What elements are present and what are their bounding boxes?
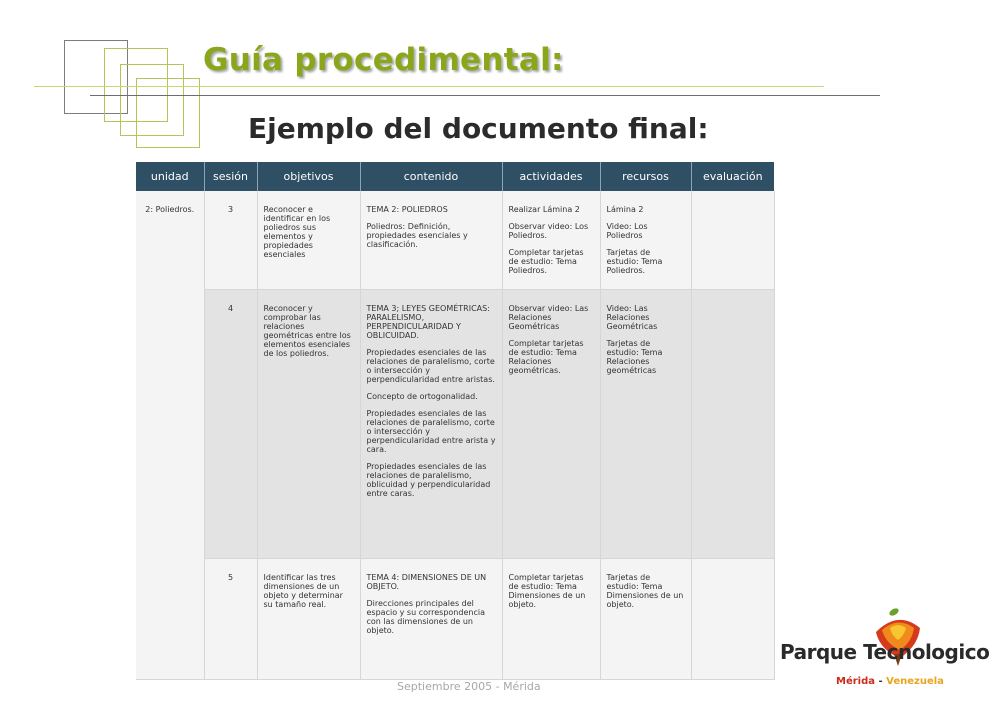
session-cell: 5: [204, 559, 257, 680]
resources-cell: [600, 191, 691, 290]
logo-location: [836, 676, 944, 687]
column-header: unidad: [136, 162, 204, 191]
resources-cell: [600, 559, 691, 680]
resources-cell: [600, 290, 691, 559]
session-cell: 3: [204, 191, 257, 290]
resource-item: Tarjetas de estudio: Tema Poliedros.: [606, 248, 663, 275]
logo-name: Parque Tecnologico: [780, 640, 989, 664]
unit-text: 2: Poliedros.: [145, 205, 195, 214]
objectives-cell: Reconocer y comprobar las relaciones geométricas entre los elementos esenciales de los poliedros.: [257, 290, 360, 559]
content-cell: [360, 290, 502, 559]
evaluation-cell: [691, 559, 774, 680]
column-header: actividades: [502, 162, 600, 191]
content-item: TEMA 3; LEYES GEOMÉTRICAS: PARALELISMO, PERPENDICULARIDAD Y OBLICUIDAD.: [366, 304, 490, 340]
resource-item: Video: Las Relaciones Geométricas: [606, 304, 658, 331]
column-header: evaluación: [691, 162, 774, 191]
content-item: Poliedros: Definición, propiedades esenciales y clasificación.: [366, 222, 468, 249]
activity-item: Observar video: Las Relaciones Geométricas: [508, 304, 589, 331]
column-header: objetivos: [257, 162, 360, 191]
activities-cell: [502, 191, 600, 290]
table-row: [136, 559, 774, 680]
session-cell: 4: [204, 290, 257, 559]
evaluation-cell: [691, 191, 774, 290]
content-item: Propiedades esenciales de las relaciones de paralelismo, oblicuidad y perpendicularidad entre caras.: [366, 462, 491, 498]
activity-item: Realizar Lámina 2: [508, 205, 580, 214]
activities-cell: [502, 290, 600, 559]
resource-item: Video: Los Poliedros: [606, 222, 648, 240]
footer-text: Septiembre 2005 - Mérida: [397, 680, 541, 693]
logo-country: Venezuela: [886, 676, 944, 687]
content-item: Direcciones principales del espacio y su correspondencia con las dimensiones de un objeto.: [366, 599, 485, 635]
content-item: TEMA 2: POLIEDROS: [366, 205, 448, 214]
table-row: [136, 290, 774, 559]
decor-square: [136, 78, 200, 148]
objectives-cell: Reconocer e identificar en los poliedros sus elementos y propiedades esenciales: [257, 191, 360, 290]
resource-item: Tarjetas de estudio: Tema Dimensiones de un objeto.: [606, 573, 684, 609]
parque-tecnologico-logo: [770, 610, 989, 710]
activities-cell: [502, 559, 600, 680]
activity-item: Completar tarjetas de estudio: Tema Relaciones geométricas.: [508, 339, 584, 375]
content-item: TEMA 4: DIMENSIONES DE UN OBJETO.: [366, 573, 487, 591]
content-item: Propiedades esenciales de las relaciones de paralelismo, corte o intersección y perpendicularidad entre aristas.: [366, 348, 495, 384]
decor-line: [90, 95, 880, 96]
logo-city: Mérida: [836, 676, 875, 687]
column-header: sesión: [204, 162, 257, 191]
content-item: Propiedades esenciales de las relaciones de paralelismo, corte o intersección y perpendicularidad entre arista y cara.: [366, 409, 496, 454]
page-title: Guía procedimental:: [203, 42, 564, 78]
column-header: recursos: [600, 162, 691, 191]
column-header: contenido: [360, 162, 502, 191]
activity-item: Observar video: Los Poliedros.: [508, 222, 589, 240]
plan-table: [136, 162, 774, 652]
page-subtitle: Ejemplo del documento final:: [248, 112, 709, 145]
resource-item: Tarjetas de estudio: Tema Relaciones geométricas: [606, 339, 663, 375]
logo-dash: -: [875, 676, 887, 687]
content-cell: [360, 191, 502, 290]
table-row: [136, 191, 774, 290]
table-header-row: [136, 162, 774, 191]
evaluation-cell: [691, 290, 774, 559]
decor-line: [34, 86, 824, 87]
content-cell: [360, 559, 502, 680]
unit-cell: [136, 191, 204, 680]
activity-item: Completar tarjetas de estudio: Tema Dimensiones de un objeto.: [508, 573, 586, 609]
content-item: Concepto de ortogonalidad.: [366, 392, 478, 401]
activity-item: Completar tarjetas de estudio: Tema Poliedros.: [508, 248, 584, 275]
resource-item: Lámina 2: [606, 205, 644, 214]
objectives-cell: Identificar las tres dimensiones de un objeto y determinar su tamaño real.: [257, 559, 360, 680]
